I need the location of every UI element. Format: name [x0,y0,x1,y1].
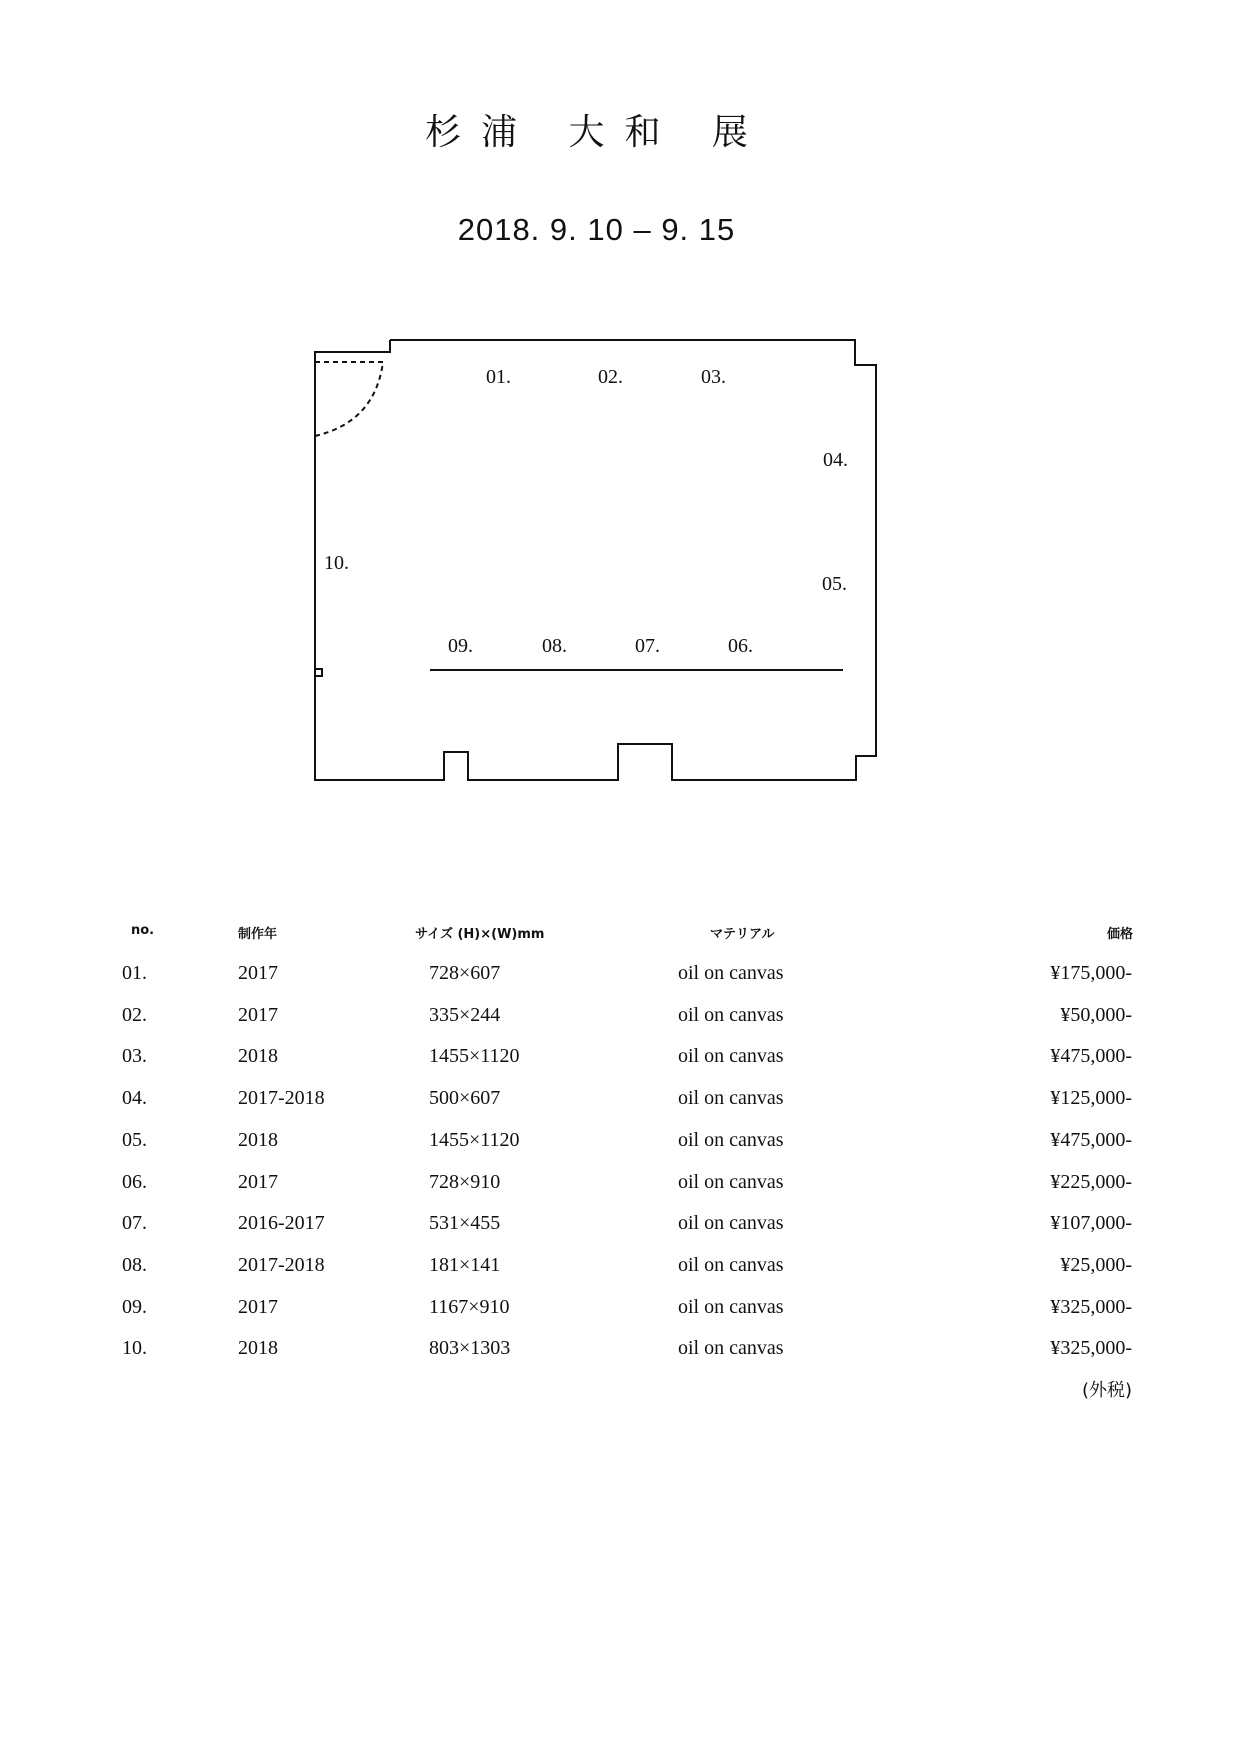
plan-label-01: 01. [486,366,511,388]
plan-label-03: 03. [701,366,726,388]
cell-size: 728×607 [429,962,501,984]
cell-size: 1167×910 [429,1295,510,1318]
cell-no: 08. [122,1253,147,1276]
cell-price: ¥25,000- [1060,1253,1132,1276]
cell-year: 2017-2018 [238,1253,325,1276]
cell-size: 803×1303 [429,1337,511,1360]
cell-year: 2018 [238,1128,278,1151]
cell-size: 181×141 [429,1253,501,1276]
cell-size: 335×244 [429,1003,501,1026]
cell-price: ¥175,000- [1050,962,1132,984]
cell-no: 02. [122,1003,147,1026]
header-material: マテリアル [710,927,775,942]
cell-year: 2017-2018 [238,1087,325,1110]
cell-price: ¥125,000- [1050,1087,1132,1110]
cell-no: 06. [122,1170,147,1193]
cell-price: ¥325,000- [1050,1295,1132,1318]
cell-price: ¥225,000- [1050,1170,1132,1193]
plan-label-10: 10. [324,552,349,574]
cell-price: ¥325,000- [1050,1337,1132,1360]
cell-material: oil on canvas [678,1128,784,1151]
cell-price: ¥475,000- [1050,1128,1132,1151]
cell-size: 1455×1120 [429,1128,520,1151]
cell-year: 2017 [238,1170,278,1193]
plan-label-05: 05. [822,573,847,595]
header-price: 価格 [1107,927,1134,942]
cell-no: 04. [122,1087,147,1110]
exhibition-title: 杉浦 大和 展 [425,112,768,153]
cell-year: 2017 [238,1003,278,1026]
cell-material: oil on canvas [678,1087,784,1110]
cell-size: 500×607 [429,1087,501,1110]
cell-year: 2017 [238,962,278,984]
plan-label-04: 04. [823,449,848,471]
cell-size: 1455×1120 [429,1045,520,1068]
cell-material: oil on canvas [678,1212,784,1235]
plan-label-09: 09. [448,635,473,657]
plan-label-08: 08. [542,635,567,657]
wall-notch [315,669,322,676]
cell-material: oil on canvas [678,1170,784,1193]
header-size: サイズ (H)×(W)mm [415,927,545,942]
cell-size: 531×455 [429,1212,501,1235]
cell-material: oil on canvas [678,962,784,984]
cell-no: 05. [122,1128,147,1151]
cell-material: oil on canvas [678,1295,784,1318]
plan-label-06: 06. [728,635,753,657]
cell-material: oil on canvas [678,1003,784,1026]
cell-no: 01. [122,962,147,984]
header-no: no. [131,923,155,938]
cell-price: ¥107,000- [1050,1212,1132,1235]
tax-note: (外税) [1081,1380,1132,1401]
cell-no: 09. [122,1295,147,1318]
cell-no: 10. [122,1337,147,1360]
cell-price: ¥475,000- [1050,1045,1132,1068]
cell-no: 07. [122,1212,147,1235]
cell-year: 2016-2017 [238,1212,325,1235]
exhibition-dates: 2018. 9. 10 – 9. 15 [457,212,736,247]
gallery-walls [315,340,876,780]
plan-label-07: 07. [635,635,660,657]
cell-size: 728×910 [429,1170,501,1193]
cell-year: 2017 [238,1295,278,1318]
cell-material: oil on canvas [678,1253,784,1276]
cell-material: oil on canvas [678,1045,784,1068]
cell-price: ¥50,000- [1060,1003,1132,1026]
cell-year: 2018 [238,1045,278,1068]
door-swing [315,362,383,436]
cell-year: 2018 [238,1337,278,1360]
plan-label-02: 02. [598,366,623,388]
cell-no: 03. [122,1045,147,1068]
cell-material: oil on canvas [678,1337,784,1360]
header-year: 制作年 [238,927,278,942]
